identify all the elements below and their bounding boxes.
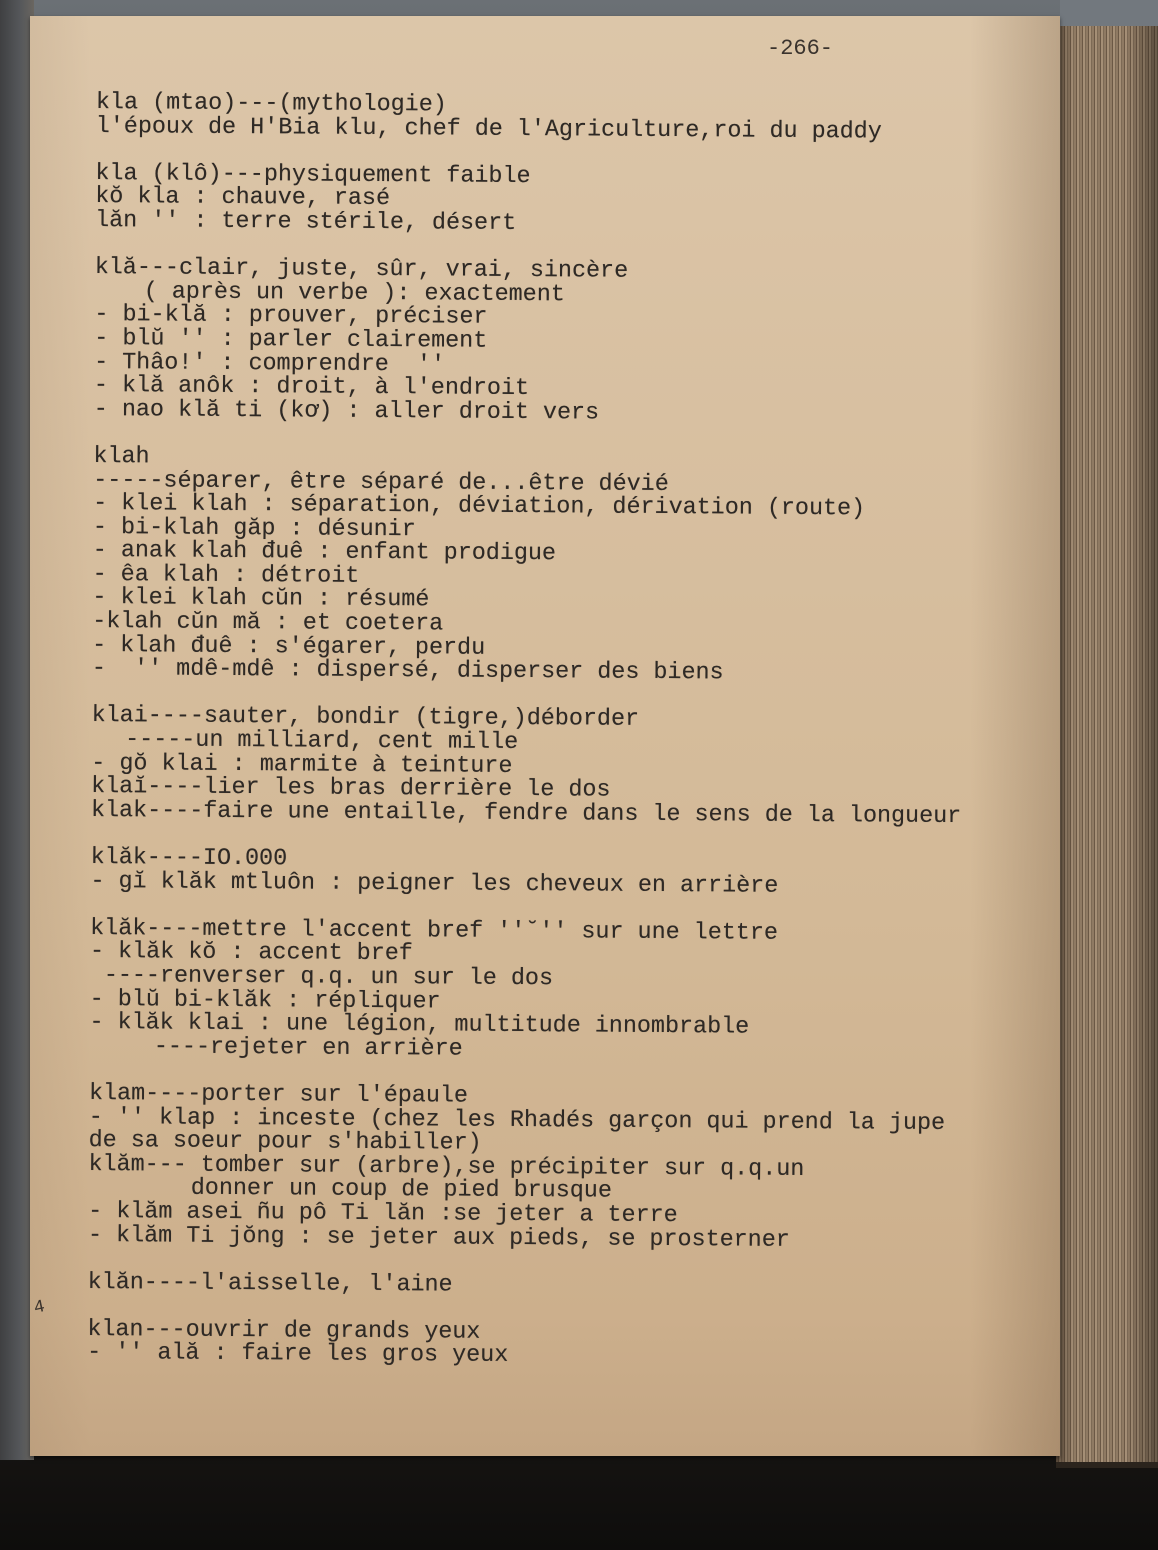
entry-line: klăk----IO.000 [90,844,288,873]
entry-line: ----renverser q.q. un sur le dos [103,963,554,993]
entry-line: ----rejeter en arrière [153,1034,463,1063]
entry-line: klai----sauter, bondir (tigre,)déborder [91,703,640,734]
entry-line: - '' mdê-mdê : dispersé, disperser des biens [91,656,724,687]
entry-line: donner un coup de pied brusque [190,1176,612,1205]
entry-line: -----séparer, être séparé de...être dévié [93,467,669,498]
entry-line: klăm--- tomber sur (arbre),se précipiter sur q.q.un [88,1151,805,1183]
dictionary-entry [94,257,965,428]
entry-line: - klăm Ti jŏng : se jeter aux pieds, se prosterner [87,1222,790,1254]
entry-line: klam----porter sur l'épaule [88,1080,469,1110]
entry-line: - êa klah : détroit [92,561,360,590]
entry-line: - klah đuê : s'égarer, perdu [92,632,486,662]
entry-line: klak----faire une entaille, fendre dans le sens de la longueur [90,797,962,830]
entry-line: klăk----mettre l'accent bref ''˘'' sur une lettre [90,915,779,947]
entry-line: - klei klah cŭn : résumé [92,585,430,614]
entry-line: - Thâo!' : comprendre '' [94,349,446,378]
dictionary-entry [87,1080,959,1254]
entry-line: - klă anôk : droit, à l'endroit [93,373,530,403]
entry-line: klă---clair, juste, sûr, vrai, sincère [94,255,629,285]
book-page-edges [1056,26,1158,1468]
page-text [87,92,966,1396]
entry-line: - bi-klă : prouver, préciser [94,302,488,332]
margin-mark: 4 [32,1297,47,1319]
entry-line: klaĭ----lier les bras derrière le dos [91,774,611,804]
dictionary-entry [96,92,967,145]
entry-line: l'époux de H'Bia klu, chef de l'Agriculture,roi du paddy [95,113,882,146]
page-number: -266- [767,36,834,61]
dictionary-entry [90,844,961,900]
entry-line: -klah cŭn mă : et coetera [92,609,444,638]
dictionary-entry [91,705,962,829]
entry-line: - blŭ '' : parler clairement [94,325,488,355]
entry-line: - blŭ bi-klăk : répliquer [89,986,441,1015]
dictionary-entry [87,1316,958,1372]
background-left-edge [0,0,34,1460]
entry-line: - bi-klah găp : désunir [92,514,416,543]
entry-line: kla (klô)---physiquement faible [95,160,531,190]
entry-line: - gĭ klăk mtluôn : peigner les cheveux en arrière [90,868,779,900]
entry-line: - anak klah đuê : enfant prodigue [92,538,557,568]
entry-line: - klăm asei ñu pô Ti lăn :se jeter a terre [88,1198,678,1229]
entry-line: de sa soeur pour s'habiller) [88,1128,482,1157]
book-page [30,16,1060,1456]
entry-line: ( après un verbe ): exactement [143,279,565,309]
dictionary-entry [91,443,964,688]
entry-line: kŏ kla : chauve, rasé [95,184,391,213]
entry-line: - klei klah : séparation, déviation, dérivation (route) [93,491,866,523]
dictionary-entry [95,160,966,240]
entry-line: - gŏ klai : marmite à teinture [91,750,513,780]
dictionary-entry [87,1269,958,1302]
entry-line: - klăk klai : une légion, multitude innombrable [89,1010,750,1041]
entry-line: klah [93,443,150,471]
entry-line: - nao klă ti (kơ) : aller droit vers [93,396,600,427]
entry-line: - klăk kŏ : accent bref [89,939,413,968]
dictionary-entry [89,915,960,1066]
entry-line: -----un milliard, cent mille [125,727,519,756]
entry-line: - '' ală : faire les gros yeux [87,1340,509,1370]
entry-line: - '' klap : inceste (chez les Rhadés garçon qui prend la jupe [88,1104,946,1137]
entry-line: kla (mtao)---(mythologie) [95,90,447,119]
entry-line: lăn '' : terre stérile, désert [95,207,517,237]
entry-line: klăn----l'aisselle, l'aine [87,1269,453,1299]
entry-line: klan---ouvrir de grands yeux [87,1316,481,1346]
